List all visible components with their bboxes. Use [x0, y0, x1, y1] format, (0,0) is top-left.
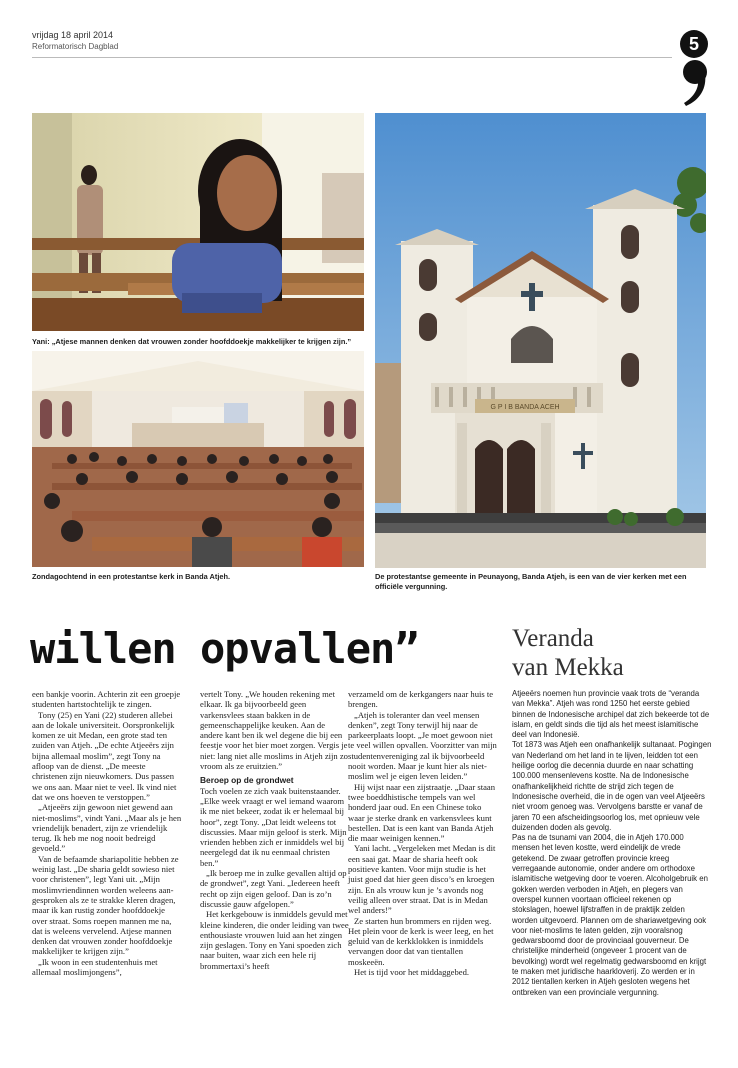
photo-church-exterior: [375, 113, 706, 568]
photo-church-interior: [32, 351, 364, 567]
comma-logo-icon: [678, 58, 712, 108]
col1-paragraph: een bankje voorin. Achterin zit een groepje studenten hartstochtelijk te zingen.: [32, 689, 181, 710]
col2-paragraph: Toch voelen ze zich vaak buitenstaander. „Elke week vraagt er wel iemand waarom ik me niet bekeer, zodat ik er helemaal bij hoor”, zegt Tony. „Dat leidt weleens tot discussies. Maar mijn geloof is sterk. Mijn vrienden hebben zich er inmiddels wel bij neergelegd dat ik nu eenmaal christen ben.”: [200, 785, 347, 868]
header-rule: [32, 57, 672, 58]
col1-paragraph: „Atjeeërs zijn gewoon niet gewend aan niet-moslims”, vindt Yani. „Maar als je hen vriendelijk benadert, zijn ze vriendelijk terug. Ik heb me nog nooit bedreigd gevoeld.”: [32, 802, 182, 854]
col2-paragraph: „Ik beroep me in zulke gevallen altijd op de grondwet”, zegt Yani. „Iedereen heeft recht op zijn eigen geloof. Dan is zo’n discussie gauw afgelopen.”: [200, 868, 347, 909]
sidebar-title: [512, 624, 712, 682]
col2-paragraph: Het kerkgebouw is inmiddels gevuld met kleine kinderen, die onder leiding van twee enthousiaste vrouwen luid aan het zingen zijn geslagen. Tony en Yani spoeden zich naar buiten, waar zich een hele rij brommertaxi’s heeft: [200, 909, 349, 971]
col1-paragraph: Van de befaamde shariapolitie hebben ze weinig last. „De sharia geldt sowieso niet voor christenen”, legt Yani uit. „Mijn moslimvriendinnen worden weleens aangesproken als ze te strakke kleren dragen, maar ik kan rustig zonder hoofddoekje over straat. Soms roepen mannen me na, dat is weleens vervelend. Atjese mannen denken dat vrouwen zonder hoofddoekje makkelijker te krijgen zijn.”: [32, 853, 179, 957]
church-sign: G P I B BANDA ACEH: [490, 404, 560, 411]
col3-paragraph: „Atjeh is toleranter dan veel mensen denken”, zegt Tony terwijl hij naar de parkeerplaats loopt. „Je moet gewoon niet te veel willen opvallen. Voorzitter van mijn studentenvereniging zal ik bijvoorbeeld nooit worden. Maar je kunt hier als niet-moslim wel je eigen leven leiden.”: [348, 709, 497, 782]
newspaper-name: Reformatorisch Dagblad: [32, 42, 119, 51]
sidebar-body: [512, 689, 712, 998]
caption-church-exterior: De protestantse gemeente in Peunayong, Banda Atjeh, is een van de vier kerken met een officiële vergunning.: [375, 572, 687, 591]
col3-paragraph: Hij wijst naar een zijstraatje. „Daar staan twee boeddhistische tempels van wel honderd jaar oud. En een Chinese toko waar je sterke drank en varkensvlees kunt bestellen. Dat is een kant van Banda Atjeh die maar weinigen kennen.”: [348, 781, 496, 844]
col1-paragraph: „Ik woon in een studentenhuis met allemaal moslimjongens”,: [32, 956, 158, 978]
photo-yani: [32, 113, 364, 331]
col3-paragraph: Het is tijd voor het middaggebed.: [354, 967, 470, 978]
col1-paragraph: Tony (25) en Yani (22) studeren allebei aan de lokale universiteit. Oorspronkelijk komen ze uit Medan, een grote stad ten zuiden van Atjeh. „De echte Atjeeërs zijn bijna allemaal moslim”, zegt Tony na afloop van de dienst. „De meeste christenen zijn nieuwkomers. Dus passen we ons aan. Maar niet te veel. Ik vind niet dat we ons hoeven te verstoppen.”: [32, 709, 177, 802]
col3-paragraph: Ze starten hun brommers en rijden weg. Het plein voor de kerk is weer leeg, en het geluid van de kerkklokken is inmiddels vervangen door dat van tientallen moskeeën.: [348, 915, 494, 967]
sidebar-paragraph: Tot 1873 was Atjeh een onafhankelijk sultanaat. Pogingen van Nederland om het land in te lijven, leidden tot een heilige oorlog die decennia duurde en naar schatting 100.000 mensenlevens kostte. Na de Indonesische onafhankelijkheid richtte de strijd zich tegen de Indonesische overheid, die in de ogen van veel Atjeeërs niet vroom genoeg was. Vervolgens barstte er vanaf de jaren 70 een afscheidingsoorlog los, met opnieuw vele duizenden doden als gevolg.: [512, 740, 712, 832]
article-column-1: [32, 689, 182, 977]
article-column-3: [348, 689, 498, 977]
sidebar-title-line2: van Mekka: [512, 654, 624, 681]
col2-subheading: Beroep op de grondwet: [200, 775, 294, 786]
col3-paragraph: verzameld om de kerkgangers naar huis te brengen.: [348, 689, 494, 710]
caption-church-interior: Zondagochtend in een protestantse kerk in Banda Atjeh.: [32, 572, 231, 581]
sidebar-paragraph: Atjeeërs noemen hun provincie vaak trots de “veranda van Mekka”. Atjeh was rond 1250 het eerste gebied binnen de Indonesische archipel dat zich bekeerde tot de islam, en geldt sinds die tijd als het meest islamitische deel van Indonesië.: [512, 689, 710, 740]
article-column-2: [200, 689, 350, 971]
article-headline: willen opvallen”: [30, 624, 419, 673]
issue-date: vrijdag 18 april 2014: [32, 30, 114, 40]
page-number-badge: 5: [680, 30, 708, 58]
caption-yani: Yani: „Atjese mannen denken dat vrouwen zonder hoofddoekje makkelijker te krijgen zijn.”: [32, 337, 352, 346]
sidebar-title-line1: Veranda: [512, 625, 594, 652]
col2-paragraph: vertelt Tony. „We houden rekening met elkaar. Ik ga bijvoorbeeld geen varkensvlees staan bakken in de gemeenschappelijke keuken. Aan de andere kant ben ik wel degene die bij een feestje voor het bier moet zorgen. Vergis je niet: lang niet alle moslims in Atjeh zijn zo vroom als ze eruitzien.”: [200, 689, 348, 772]
sidebar-paragraph: Pas na de tsunami van 2004, die in Atjeh 170.000 mensen het leven kostte, werd eindelijk de vrede getekend. De zwaar getroffen provincie kreeg verregaande autonomie, onder andere om orthodoxe islamitische wetgeving door te voeren. Alcoholgebruik en gokken werden verboden in Atjeh, en plegers van overspel kunnen voortaan officieel rekenen op stokslagen, hoewel lijfstraffen in de praktijk zelden worden uitgevoerd. Plannen om de shariawetgeving ook voor niet-moslims te laten gelden, zijn vooralsnog gedwarsboomd door de provinciaal gouverneur. De christelijke minderheid (ongeveer 1 procent van de bevolking) wordt wel regelmatig gedwarsboomd en krijgt te maken met juridische haarkloverij. Zo werden er in 2012 tientallen kerken in Atjeh gesloten wegens het ontbreken van een provinciale vergunning.: [512, 833, 708, 997]
col3-paragraph: Yani lacht. „Vergeleken met Medan is dit een saai gat. Maar de sharia heeft ook positieve kanten. Voor mijn studie is het juist goed dat hier geen disco’s en kroegen zijn. En als vrouw kun je ’s avonds nog veilig alleen over straat. Dat is in Medan wel anders!”: [348, 843, 496, 916]
